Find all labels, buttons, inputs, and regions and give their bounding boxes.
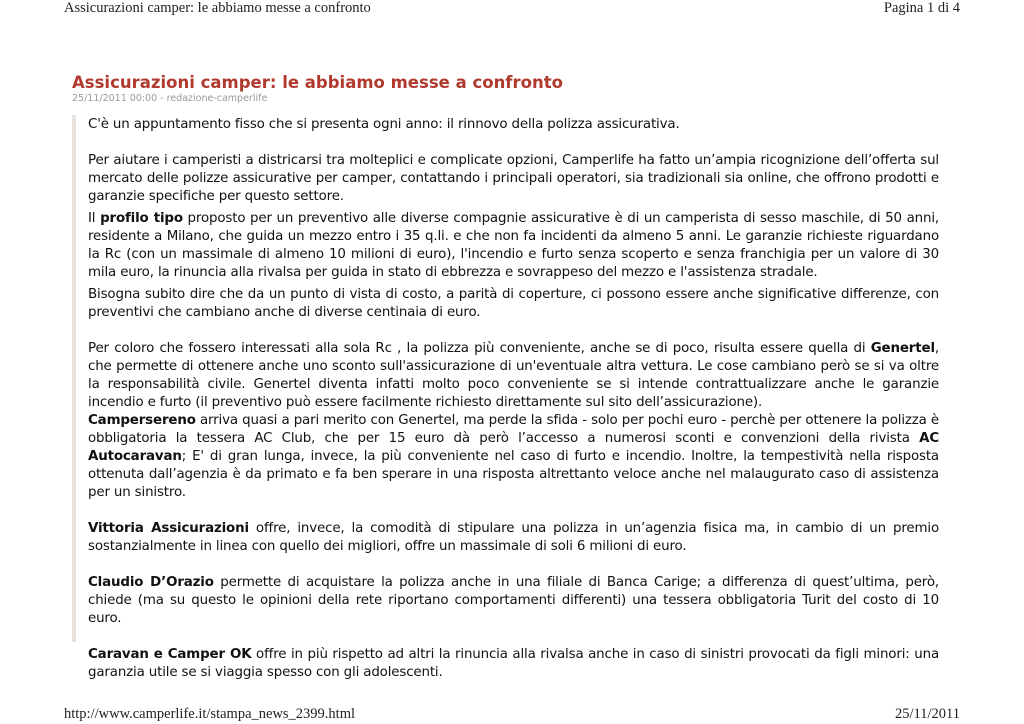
bold-ac-autocaravan: AC Autocaravan bbox=[88, 431, 939, 464]
paragraph-claudio-dorazio: Claudio D’Orazio permette di acquistare la polizza anche in una filiale di Banca Carige; a differenza di quest’ultima, però, chiede (ma su questo le opinioni della rete riportano comportamenti differenti) una tessera obbligatoria Turit del costo di 10 euro. bbox=[88, 575, 939, 626]
paragraph-vittoria: Vittoria Assicurazioni offre, invece, la comodità di stipulare una polizza in un’agenzia fisica ma, in cambio di un premio sostanzialmente in linea con quello dei migliori, offre un massimale di soli 6 milioni di euro. bbox=[88, 521, 939, 554]
bold-profilo-tipo: profilo tipo bbox=[100, 211, 183, 226]
article-body bbox=[88, 116, 939, 682]
paragraph-profilo-tipo: Il profilo tipo proposto per un preventivo alle diverse compagnie assicurative è di un camperista di sesso maschile, di 50 anni, residente a Milano, che guida un mezzo entro i 35 q.li. e che non fa incidenti da almeno 5 anni. Le garanzie richieste riguardano la Rc (con un massimale di almeno 10 milioni di euro), l'incendio e furto senza scoperto e senza franchigia per un valore di 30 mila euro, la rinuncia alla rivalsa per guida in stato di ebbrezza e sovrappeso del mezzo e l'assistenza stradale. bbox=[88, 211, 940, 280]
header-page-number: Pagina 1 di 4 bbox=[883, 0, 960, 16]
paragraph-caravan-camper-ok: Caravan e Camper OK offre in più rispetto ad altri la rinuncia alla rivalsa anche in caso di sinistri provocati da figli minori: una garanzia utile se si viaggia spesso con gli adolescenti. bbox=[88, 647, 939, 680]
page-footer bbox=[64, 706, 960, 723]
article-title: Assicurazioni camper: le abbiamo messe a confronto bbox=[72, 73, 563, 92]
paragraph-costi: Bisogna subito dire che da un punto di vista di costo, a parità di coperture, ci possono essere anche significative differenze, con preventivi che cambiano anche di diverse centinaia di euro. bbox=[88, 287, 939, 320]
footer-date: 25/11/2011 bbox=[895, 706, 960, 722]
article-meta: 25/11/2011 00:00 - redazione-camperlife bbox=[72, 93, 268, 104]
paragraph-intro: C'è un appuntamento fisso che si presenta ogni anno: il rinnovo della polizza assicurativa. bbox=[88, 117, 680, 132]
bold-caravan-camper-ok: Caravan e Camper OK bbox=[88, 647, 252, 662]
page-header bbox=[64, 0, 960, 17]
bold-vittoria: Vittoria Assicurazioni bbox=[88, 521, 249, 536]
header-document-title: Assicurazioni camper: le abbiamo messe a confronto bbox=[64, 0, 371, 16]
paragraph-genertel: Per coloro che fossero interessati alla sola Rc , la polizza più conveniente, anche se di poco, risulta essere quella di Genertel, che permette di ottenere anche uno sconto sull'assicurazione di un'eventuale altra vettura. Le cose cambiano però se si va oltre la responsabilità civile. Genertel diventa infatti molto poco conveniente se si intende contrattualizzare anche le garanzie incendio e furto (il preventivo può essere facilmente richiesto direttamente sul sito dell’assicurazione). bbox=[88, 341, 939, 410]
paragraph-ricognizione: Per aiutare i camperisti a districarsi tra molteplici e complicate opzioni, Camperlife ha fatto un’ampia ricognizione dell’offerta sul mercato delle polizze assicurative per camper, contattando i principali operatori, sia tradizionali sia online, che offrono prodotti e garanzie specifiche per questo settore. bbox=[88, 153, 939, 204]
footer-url: http://www.camperlife.it/stampa_news_2399.html bbox=[64, 706, 356, 722]
bold-genertel: Genertel bbox=[870, 341, 935, 356]
paragraph-camperserenо: Camperserenо arriva quasi a pari merito con Genertel, ma perde la sfida - solo per pochi euro - perchè per ottenere la polizza è obbligatoria la tessera AC Club, che per 15 euro dà però l’accesso a numerosi sconti e convenzioni della rivista AC Autocaravan; E' di gran lunga, invece, la più conveniente nel caso di furto e incendio. Inoltre, la tempestività nella risposta ottenuta dall’agenzia è da primato e fa ben sperare in una risposta altrettanto veloce anche nel malaugurato caso di assistenza per un sinistro. bbox=[88, 413, 939, 500]
content-left-border bbox=[72, 115, 76, 642]
bold-camperserenо: Camperserenо bbox=[88, 413, 196, 428]
bold-claudio-dorazio: Claudio D’Orazio bbox=[88, 575, 214, 590]
